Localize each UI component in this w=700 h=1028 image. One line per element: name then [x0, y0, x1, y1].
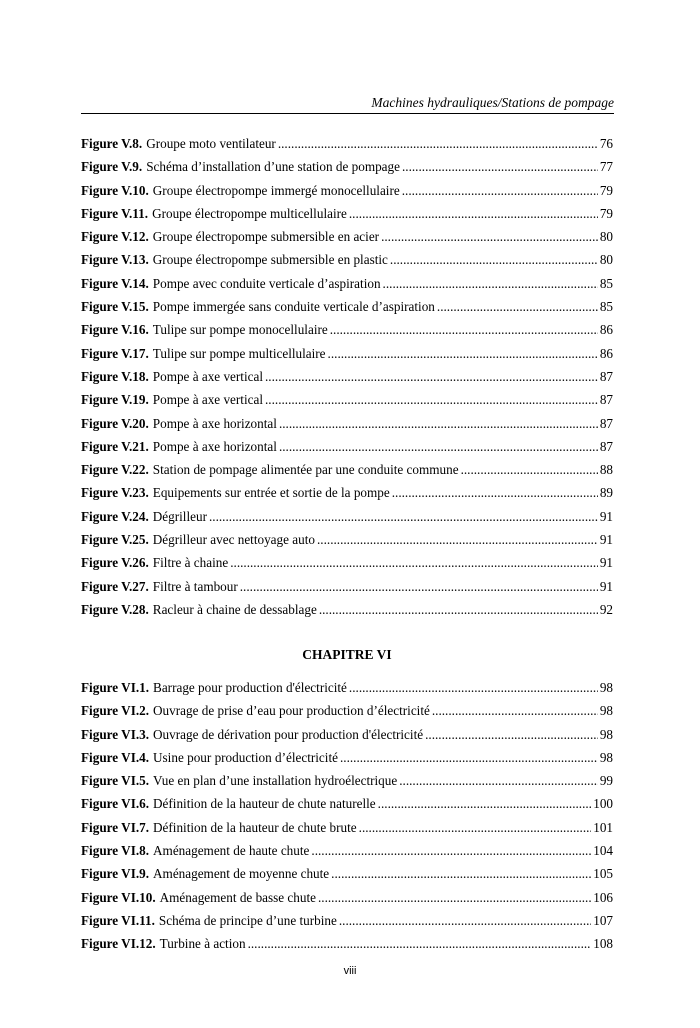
dot-leader: [437, 299, 598, 315]
page-ref: 99: [599, 773, 613, 789]
figure-title: Schéma d’installation d’une station de pompage: [146, 159, 400, 175]
figure-label: Figure V.9.: [81, 159, 143, 175]
page-ref: 85: [599, 275, 613, 291]
dot-leader: [240, 579, 598, 595]
toc-entry[interactable]: [81, 820, 613, 843]
chapter-heading: CHAPITRE VI: [302, 647, 392, 662]
figure-label: Figure VI.9.: [81, 866, 150, 882]
figure-label: Figure VI.5.: [81, 773, 150, 789]
figure-title: Pompe à axe vertical: [152, 392, 263, 408]
toc-entry[interactable]: [81, 416, 613, 439]
page-ref: 92: [599, 601, 613, 617]
figure-title: Aménagement de moyenne chute: [153, 866, 330, 882]
toc-entry[interactable]: [81, 369, 613, 392]
figure-label: Figure VI.10.: [81, 889, 156, 905]
dot-leader: [378, 796, 592, 812]
page-ref: 79: [599, 182, 613, 198]
page-ref: 87: [599, 438, 613, 454]
figure-label: Figure VI.1.: [81, 680, 150, 695]
toc-entry[interactable]: [81, 532, 613, 555]
toc-entry[interactable]: [81, 392, 613, 415]
dot-leader: [318, 890, 591, 906]
toc-entry[interactable]: [81, 703, 613, 726]
page-ref: 91: [599, 578, 613, 594]
toc-entry[interactable]: [81, 680, 613, 703]
toc-entry[interactable]: [81, 602, 613, 625]
figure-title: Groupe électropompe submersible en plastic: [152, 252, 388, 268]
figure-title: Dégrilleur: [152, 508, 207, 524]
figure-title: Pompe immergée sans conduite verticale d’aspiration: [152, 299, 435, 315]
figure-label: Figure V.27.: [81, 578, 149, 594]
dot-leader: [279, 416, 598, 432]
figure-label: Figure V.12.: [81, 229, 149, 245]
page-ref: 77: [599, 159, 613, 175]
figure-label: Figure V.26.: [81, 555, 149, 571]
figure-title: Usine pour production d’électricité: [153, 749, 338, 765]
toc-entry[interactable]: [81, 136, 613, 159]
figure-label: Figure V.25.: [81, 532, 149, 548]
figure-label: Figure V.21.: [81, 438, 149, 454]
figure-title: Aménagement de basse chute: [159, 889, 316, 905]
figure-list-chapter-v: [81, 136, 613, 625]
figure-title: Groupe électropompe multicellulaire: [152, 205, 347, 221]
figure-title: Ouvrage de dérivation pour production d'électricité: [153, 726, 424, 742]
page-ref: 80: [599, 229, 613, 245]
page-ref: 91: [599, 555, 613, 571]
dot-leader: [402, 183, 598, 199]
figure-label: Figure V.14.: [81, 275, 149, 291]
page-ref: 88: [599, 462, 613, 478]
toc-entry[interactable]: [81, 462, 613, 485]
figure-title: Pompe à axe horizontal: [152, 415, 277, 431]
page-ref: 105: [593, 866, 613, 882]
figure-title: Définition de la hauteur de chute brute: [153, 819, 357, 835]
dot-leader: [461, 462, 598, 478]
page-ref: 104: [593, 843, 613, 859]
toc-entry[interactable]: [81, 439, 613, 462]
dot-leader: [319, 602, 598, 618]
figure-label: Figure V.16.: [81, 322, 149, 338]
page-ref: 86: [599, 322, 613, 338]
dot-leader: [340, 750, 598, 766]
figure-title: Schéma de principe d’une turbine: [158, 912, 337, 928]
header-rule: [81, 113, 614, 114]
figure-title: Barrage pour production d'électricité: [153, 680, 347, 695]
figure-label: Figure V.10.: [81, 182, 149, 198]
page-ref: 107: [593, 912, 613, 928]
figure-title: Station de pompage alimentée par une conduite commune: [152, 462, 459, 478]
toc-entry[interactable]: [81, 890, 613, 913]
toc-entry[interactable]: [81, 183, 613, 206]
dot-leader: [339, 913, 591, 929]
dot-leader: [331, 866, 591, 882]
figure-title: Groupe moto ventilateur: [146, 136, 276, 151]
figure-title: Turbine à action: [159, 936, 246, 952]
toc-entry[interactable]: [81, 322, 613, 345]
toc-entry[interactable]: [81, 299, 613, 322]
dot-leader: [425, 727, 598, 743]
figure-label: Figure VI.11.: [81, 912, 155, 928]
dot-leader: [399, 773, 598, 789]
dot-leader: [359, 820, 592, 836]
dot-leader: [311, 843, 591, 859]
figure-title: Aménagement de haute chute: [153, 843, 310, 859]
figure-label: Figure V.23.: [81, 485, 149, 501]
dot-leader: [248, 936, 592, 952]
figure-title: Vue en plan d’une installation hydroélectrique: [153, 773, 398, 789]
dot-leader: [328, 346, 598, 362]
figure-label: Figure V.22.: [81, 462, 149, 478]
toc-entry[interactable]: [81, 509, 613, 532]
running-header: Machines hydrauliques/Stations de pompage: [371, 95, 614, 110]
page-ref: 106: [593, 889, 613, 905]
toc-entry[interactable]: [81, 252, 613, 275]
figure-label: Figure V.15.: [81, 299, 149, 315]
figure-title: Pompe à axe vertical: [152, 368, 263, 384]
figure-title: Tulipe sur pompe monocellulaire: [152, 322, 328, 338]
page-ref: 101: [593, 819, 613, 835]
page-ref: 100: [593, 796, 613, 812]
dot-leader: [230, 555, 598, 571]
page-number: viii: [343, 965, 357, 977]
page-ref: 87: [599, 368, 613, 384]
toc-entry[interactable]: [81, 579, 613, 602]
toc-entry[interactable]: [81, 159, 613, 182]
figure-label: Figure VI.4.: [81, 749, 150, 765]
toc-entry[interactable]: [81, 750, 613, 773]
dot-leader: [330, 322, 598, 338]
toc-entry[interactable]: [81, 485, 613, 508]
dot-leader: [392, 485, 598, 501]
page-ref: 89: [599, 485, 613, 501]
figure-title: Définition de la hauteur de chute naturelle: [153, 796, 376, 812]
dot-leader: [390, 252, 598, 268]
figure-label: Figure V.20.: [81, 415, 149, 431]
page-ref: 98: [599, 680, 613, 695]
page-ref: 80: [599, 252, 613, 268]
figure-label: Figure V.18.: [81, 368, 149, 384]
figure-label: Figure VI.7.: [81, 819, 150, 835]
figure-title: Groupe électropompe submersible en acier: [152, 229, 380, 245]
figure-label: Figure VI.6.: [81, 796, 150, 812]
figure-label: Figure VI.2.: [81, 703, 150, 719]
page-ref: 87: [599, 415, 613, 431]
page-ref: 79: [599, 205, 613, 221]
dot-leader: [317, 532, 598, 548]
dot-leader: [381, 229, 598, 245]
toc-entry[interactable]: [81, 727, 613, 750]
figure-list-chapter-vi: [81, 680, 613, 960]
dot-leader: [209, 509, 598, 525]
figure-label: Figure V.8.: [81, 136, 143, 151]
figure-title: Racleur à chaine de dessablage: [152, 601, 317, 617]
figure-label: Figure V.19.: [81, 392, 149, 408]
figure-label: Figure VI.3.: [81, 726, 150, 742]
figure-title: Pompe avec conduite verticale d’aspiration: [152, 275, 381, 291]
figure-title: Groupe électropompe immergé monocellulaire: [152, 182, 400, 198]
figure-title: Tulipe sur pompe multicellulaire: [152, 345, 326, 361]
dot-leader: [383, 276, 598, 292]
page-ref: 76: [599, 136, 613, 151]
toc-entry[interactable]: [81, 796, 613, 819]
page-ref: 108: [593, 936, 613, 952]
toc-entry[interactable]: [81, 913, 613, 936]
figure-label: Figure V.28.: [81, 601, 149, 617]
toc-entry[interactable]: [81, 229, 613, 252]
toc-entry[interactable]: [81, 206, 613, 229]
dot-leader: [278, 136, 598, 152]
dot-leader: [349, 206, 598, 222]
figure-label: Figure V.11.: [81, 205, 149, 221]
page-ref: 87: [599, 392, 613, 408]
figure-label: Figure V.13.: [81, 252, 149, 268]
figure-label: Figure V.24.: [81, 508, 149, 524]
dot-leader: [402, 159, 598, 175]
toc-entry[interactable]: [81, 866, 613, 889]
figure-title: Dégrilleur avec nettoyage auto: [152, 532, 315, 548]
page-ref: 85: [599, 299, 613, 315]
figure-label: Figure V.17.: [81, 345, 149, 361]
figure-title: Filtre à chaine: [152, 555, 229, 571]
page-ref: 86: [599, 345, 613, 361]
page-ref: 91: [599, 532, 613, 548]
figure-title: Equipements sur entrée et sortie de la pompe: [152, 485, 390, 501]
figure-title: Filtre à tambour: [152, 578, 238, 594]
figure-title: Ouvrage de prise d’eau pour production d’électricité: [153, 703, 430, 719]
figure-label: Figure VI.8.: [81, 843, 150, 859]
page-ref: 98: [599, 749, 613, 765]
dot-leader: [349, 680, 598, 696]
toc-entry[interactable]: [81, 555, 613, 578]
toc-entry[interactable]: [81, 936, 613, 959]
dot-leader: [279, 439, 598, 455]
dot-leader: [432, 703, 598, 719]
page-ref: 91: [599, 508, 613, 524]
dot-leader: [265, 392, 598, 408]
page-ref: 98: [599, 726, 613, 742]
toc-entry[interactable]: [81, 843, 613, 866]
toc-entry[interactable]: [81, 773, 613, 796]
page-ref: 98: [599, 703, 613, 719]
figure-label: Figure VI.12.: [81, 936, 156, 952]
toc-entry[interactable]: [81, 276, 613, 299]
toc-entry[interactable]: [81, 346, 613, 369]
figure-title: Pompe à axe horizontal: [152, 438, 277, 454]
dot-leader: [265, 369, 598, 385]
